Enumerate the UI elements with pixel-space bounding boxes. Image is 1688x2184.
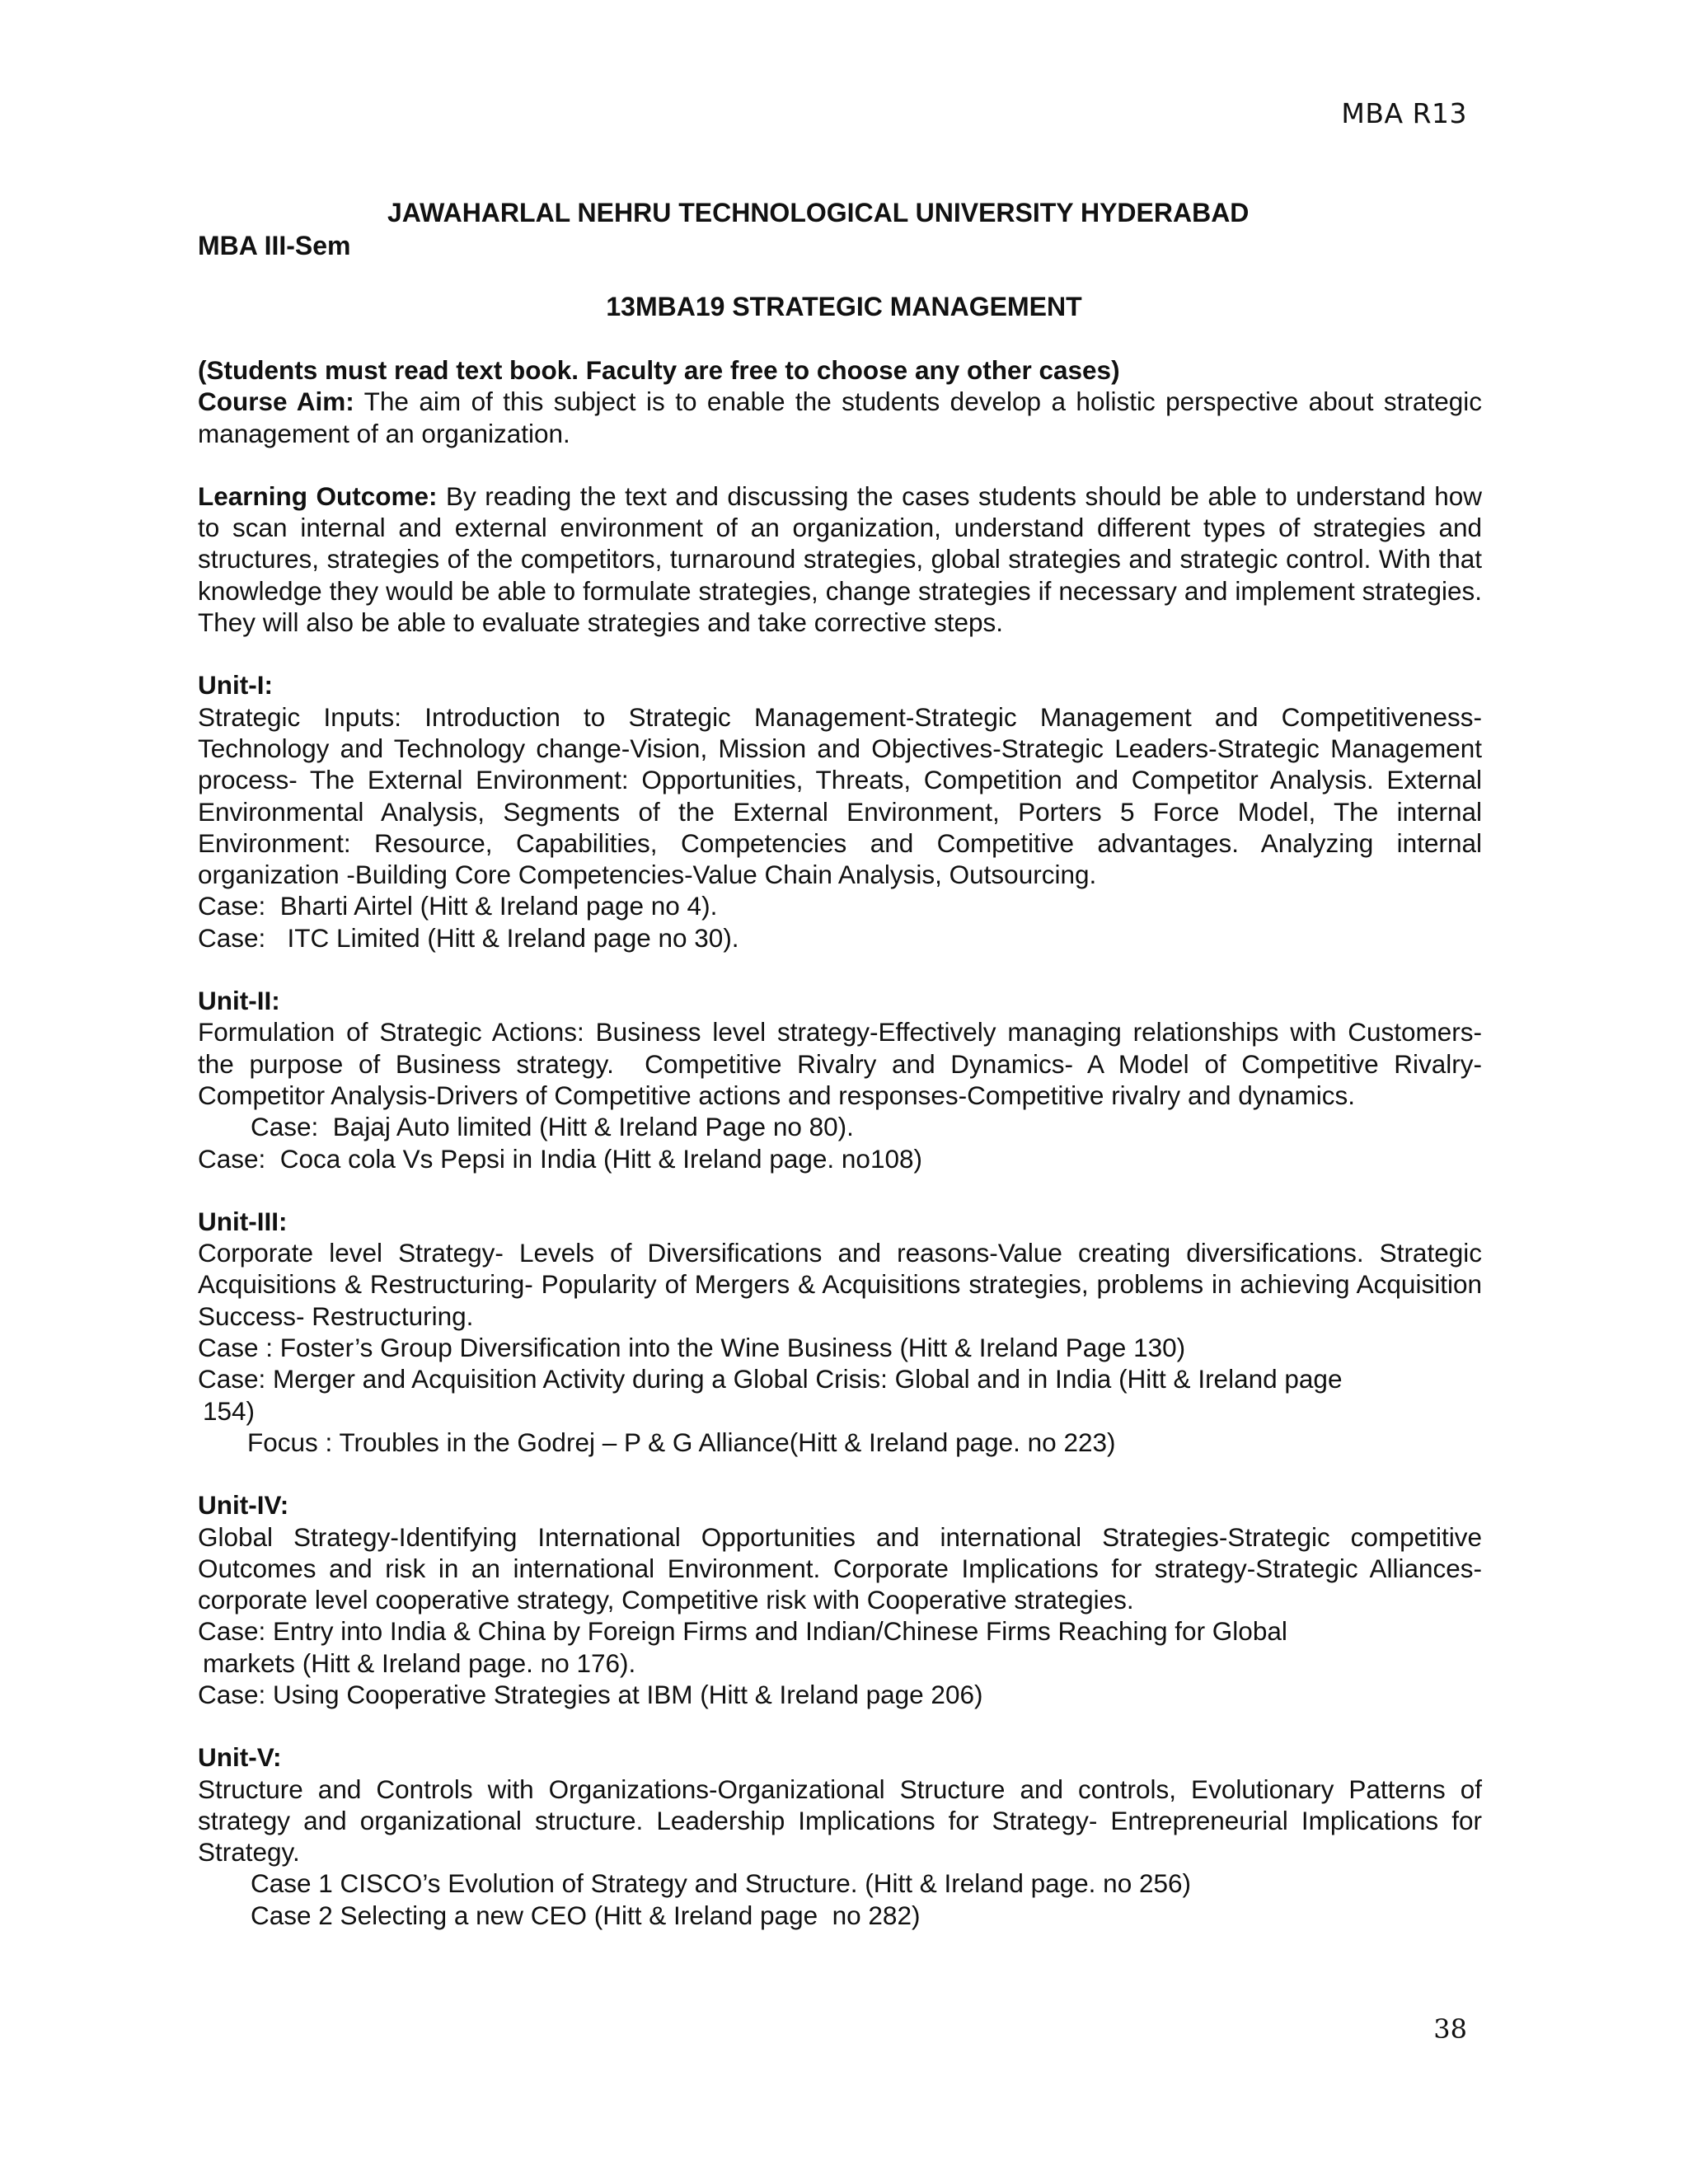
- unit-5-text: Structure and Controls with Organizations-Organizational Structure and controls, Evolutionary Patterns of strategy and organizational structure. Leadership Implications for Strategy- Entrepreneurial Implications for Strategy.: [198, 1774, 1482, 1868]
- learning-outcome: [198, 480, 1482, 638]
- case-label: Case:: [198, 922, 266, 953]
- unit-2-case-2: Case: Coca cola Vs Pepsi in India (Hitt & Ireland page. no108): [198, 1143, 922, 1174]
- unit-2-case-1: Case: Bajaj Auto limited (Hitt & Ireland Page no 80).: [251, 1112, 854, 1142]
- learning-outcome-label: Learning Outcome:: [198, 480, 438, 511]
- course-aim-text: The aim of this subject is to enable the students develop a holistic perspective about strategic management of an organization.: [198, 387, 1482, 448]
- unit-3-case-2: [198, 1363, 1482, 1427]
- learning-outcome-text: By reading the text and discussing the cases students should be able to understand how to scan internal and external environment of an organization, understand different types of strategies and structures, strategies of the competitors, turnaround strategies, global strategies and strategic control. With that knowledge they would be able to formulate strategies, change strategies if necessary and implement strategies. They will also be able to evaluate strategies and take corrective steps.: [198, 480, 1483, 638]
- case-text-line-2: markets (Hitt & Ireland page. no 176).: [203, 1647, 636, 1678]
- unit-3-focus: Focus : Troubles in the Godrej – P & G Alliance(Hitt & Ireland page. no 223): [247, 1427, 1116, 1457]
- unit-4-text: Global Strategy-Identifying International Opportunities and international Strategies-Strategic competitive Outcomes and risk in an international Environment. Corporate Implications for strategy-Strategic Alliances- corporate level cooperative strategy, Competitive risk with Cooperative strategies.: [198, 1521, 1482, 1615]
- semester-label: MBA III-Sem: [198, 231, 351, 260]
- unit-5-case-1: Case 1 CISCO’s Evolution of Strategy and Structure. (Hitt & Ireland page. no 256): [251, 1868, 1192, 1899]
- unit-4-heading: Unit-IV:: [198, 1490, 289, 1521]
- unit-1-case-1: [198, 890, 1482, 921]
- syllabus-body: [198, 354, 1489, 1931]
- header-label: MBA R13: [1341, 97, 1467, 129]
- unit-4-case-2: Case: Using Cooperative Strategies at IBM (Hitt & Ireland page 206): [198, 1679, 983, 1709]
- course-aim: [198, 386, 1482, 449]
- unit-3-text: Corporate level Strategy- Levels of Diversifications and reasons-Value creating diversifications. Strategic Acquisitions & Restructuring- Popularity of Mergers & Acquisitions strategies, problems in achieving Acquisition Success- Restructuring.: [198, 1238, 1482, 1331]
- course-title: 13MBA19 STRATEGIC MANAGEMENT: [606, 292, 1082, 321]
- unit-2-text: Formulation of Strategic Actions: Business level strategy-Effectively managing relationships with Customers- the purpose of Business strategy. Competitive Rivalry and Dynamics- A Model of Competitive Rivalry-Competitor Analysis-Drivers of Competitive actions and responses-Competitive rivalry and dynamics.: [198, 1017, 1489, 1110]
- unit-1-heading: Unit-I:: [198, 670, 273, 701]
- unit-3-heading: Unit-III:: [198, 1206, 288, 1236]
- university-name: JAWAHARLAL NEHRU TECHNOLOGICAL UNIVERSITY HYDERABAD: [387, 198, 1250, 227]
- course-aim-label: Course Aim:: [198, 387, 354, 417]
- case-text: ITC Limited (Hitt & Ireland page no 30).: [265, 922, 739, 953]
- unit-5-heading: Unit-V:: [198, 1742, 282, 1773]
- case-text-line-1: Case: Merger and Acquisition Activity during a Global Crisis: Global and in India (Hitt & Ireland page: [198, 1364, 1343, 1394]
- case-label: Case:: [198, 891, 266, 921]
- unit-4-case-1: [198, 1615, 1482, 1679]
- unit-1-case-2: [198, 922, 1482, 954]
- case-text: Bharti Airtel (Hitt & Ireland page no 4).: [265, 891, 718, 921]
- unit-2-heading: Unit-II:: [198, 986, 280, 1016]
- unit-1-text: Strategic Inputs: Introduction to Strategic Management-Strategic Management and Competitiveness-Technology and Technology change-Vision, Mission and Objectives-Strategic Leaders-Strategic Management process- The External Environment: Opportunities, Threats, Competition and Competitor Analysis. External Environmental Analysis, Segments of the External Environment, Porters 5 Force Model, The internal Environment: Resource, Capabilities, Competencies and Competitive advantages. Analyzing internal organization -Building Core Competencies-Value Chain Analysis, Outsourcing.: [198, 701, 1482, 890]
- page-number: 38: [1433, 2013, 1467, 2045]
- unit-3-case-1: Case : Foster’s Group Diversification into the Wine Business (Hitt & Ireland Page 130): [198, 1333, 1186, 1363]
- case-text-line-1: Case: Entry into India & China by Foreign Firms and Indian/Chinese Firms Reaching for Global: [198, 1616, 1287, 1647]
- unit-5-case-2: Case 2 Selecting a new CEO (Hitt & Ireland page no 282): [251, 1900, 921, 1930]
- instruction-note: (Students must read text book. Faculty are free to choose any other cases): [198, 355, 1120, 385]
- case-text-line-2: 154): [203, 1395, 256, 1426]
